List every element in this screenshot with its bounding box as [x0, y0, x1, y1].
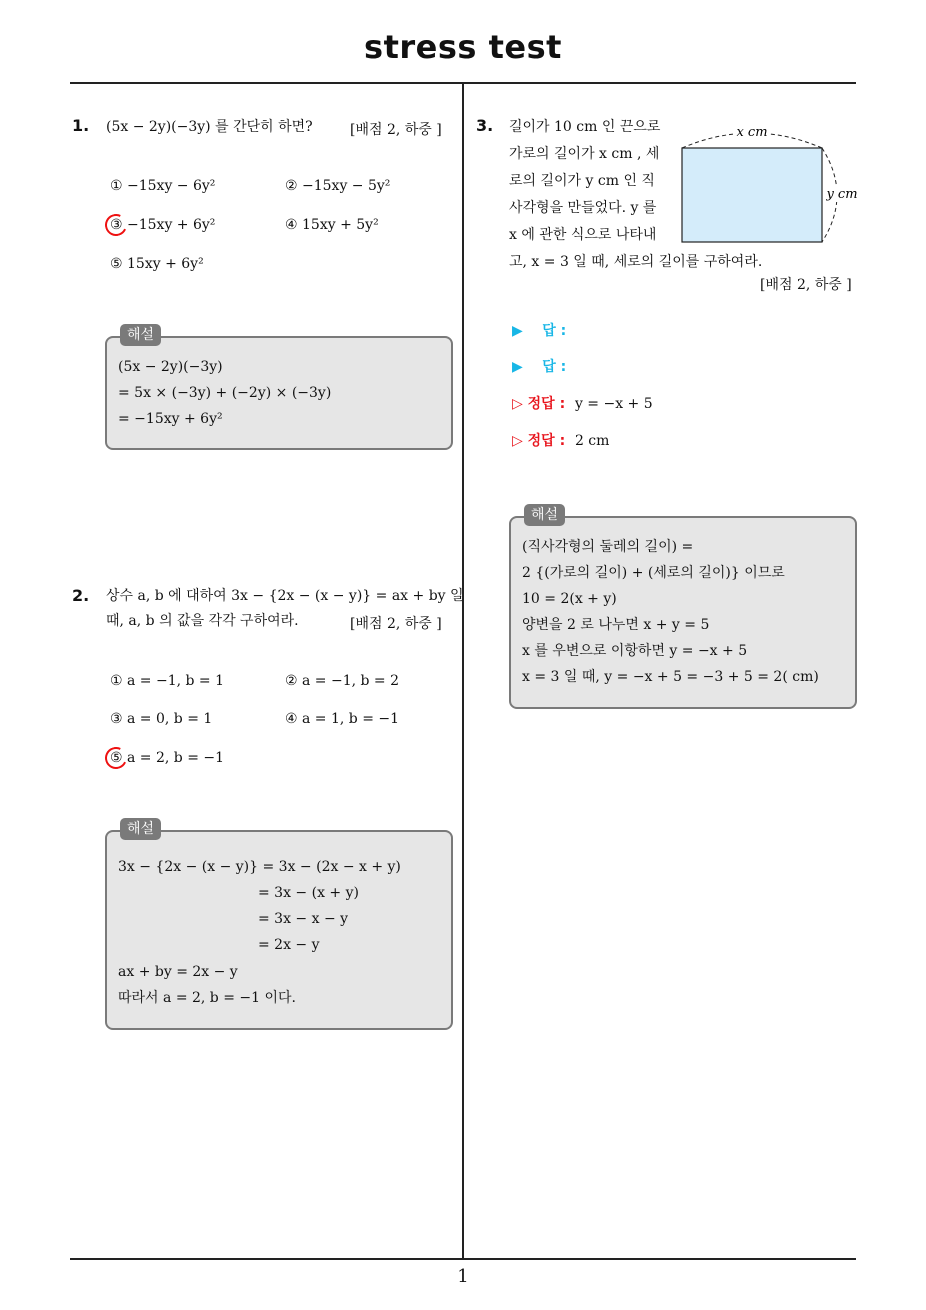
q1-option-5[interactable]: ⑤ 15xy + 6y²	[110, 256, 204, 272]
q1-option-1[interactable]: ① −15xy − 6y²	[110, 178, 216, 194]
q3-rectangle	[682, 148, 822, 242]
q2-solution-line: 따라서 a = 2, b = −1 이다.	[118, 990, 296, 1006]
q2-option-5[interactable]: ⑤ a = 2, b = −1	[110, 750, 225, 766]
q2-solution-line: ax + by = 2x − y	[118, 964, 238, 980]
q3-number: 3.	[476, 116, 494, 135]
q3-correct-answer-1	[512, 393, 653, 413]
q3-text-line: 가로의 길이가 x cm , 세	[509, 146, 660, 162]
play-outline-icon: ▷	[512, 396, 523, 412]
play-icon: ▶	[512, 323, 523, 339]
bottom-rule	[70, 1258, 856, 1260]
q2-option-1[interactable]: ① a = −1, b = 1	[110, 673, 225, 689]
q2-solution-line: 3x − {2x − (x − y)} = 3x − (2x − x + y)	[118, 859, 401, 875]
page-title: stress test	[364, 28, 562, 66]
column-divider	[462, 83, 464, 1259]
q2-option-3[interactable]: ③ a = 0, b = 1	[110, 711, 213, 727]
q3-text-line: 길이가 10 cm 인 끈으로	[509, 119, 661, 135]
q2-solution-line: = 2x − y	[258, 937, 320, 953]
q3-solution-line: 2 {(가로의 길이) + (세로의 길이)} 이므로	[522, 565, 785, 581]
q1-solution-label: 해설	[120, 324, 161, 346]
q2-option-4[interactable]: ④ a = 1, b = −1	[285, 711, 400, 727]
q3-solution-label: 해설	[524, 504, 565, 526]
q3-solution-body	[522, 534, 819, 690]
q3-text-line: x 에 관한 식으로 나타내	[509, 227, 657, 243]
q2-number: 2.	[72, 586, 90, 605]
q1-solution-line: (5x − 2y)(−3y)	[118, 359, 223, 375]
q2-text-line2: 때, a, b 의 값을 각각 구하여라.	[106, 613, 299, 629]
q3-text-line: 로의 길이가 y cm 인 직	[509, 173, 655, 189]
q2-solution-line: = 3x − x − y	[258, 911, 349, 927]
page-number: 1	[457, 1266, 469, 1287]
correct-answer-value: 2 cm	[574, 433, 610, 449]
answer-label: 답 :	[542, 359, 567, 375]
q1-option-2[interactable]: ② −15xy − 5y²	[285, 178, 391, 194]
q3-width-label: x cm	[736, 125, 768, 140]
q1-text: (5x − 2y)(−3y) 를 간단히 하면?	[106, 119, 313, 135]
q1-solution-line: = −15xy + 6y²	[118, 411, 223, 427]
q3-meta: [배점 2, 하중 ]	[760, 277, 852, 293]
q3-answer-1[interactable]	[512, 320, 566, 340]
q1-solution-body	[118, 354, 331, 432]
q1-answer-mark-icon	[102, 211, 130, 239]
q3-height-label: y cm	[826, 187, 858, 202]
q1-number: 1.	[72, 116, 90, 135]
q2-meta: [배점 2, 하중 ]	[350, 616, 442, 632]
q3-solution-line: x 를 우변으로 이항하면 y = −x + 5	[522, 643, 748, 659]
q2-solution-line: = 3x − (x + y)	[258, 885, 359, 901]
answer-label: 답 :	[542, 323, 567, 339]
correct-answer-value: y = −x + 5	[574, 396, 653, 412]
correct-answer-label: 정답 :	[527, 433, 566, 449]
q3-answer-2[interactable]	[512, 356, 566, 376]
q2-solution-label: 해설	[120, 818, 161, 840]
q1-option-3[interactable]: ③ −15xy + 6y²	[110, 217, 216, 233]
q2-text-line1: 상수 a, b 에 대하여 3x − {2x − (x − y)} = ax + by 일	[106, 588, 464, 604]
q3-rectangle-figure	[672, 118, 862, 250]
correct-answer-label: 정답 :	[527, 396, 566, 412]
q3-correct-answer-2	[512, 430, 609, 450]
q1-meta: [배점 2, 하중 ]	[350, 122, 442, 138]
play-icon: ▶	[512, 359, 523, 375]
q3-solution-line: (직사각형의 둘레의 길이) =	[522, 539, 694, 555]
q3-text-line: 사각형을 만들었다. y 를	[509, 200, 657, 216]
q3-solution-line: x = 3 일 때, y = −x + 5 = −3 + 5 = 2( cm)	[522, 669, 819, 685]
play-outline-icon: ▷	[512, 433, 523, 449]
q3-solution-line: 양변을 2 로 나누면 x + y = 5	[522, 617, 710, 633]
q3-text-line: 고, x = 3 일 때, 세로의 길이를 구하여라.	[509, 254, 763, 270]
q1-option-4[interactable]: ④ 15xy + 5y²	[285, 217, 379, 233]
q1-solution-line: = 5x × (−3y) + (−2y) × (−3y)	[118, 385, 332, 401]
q2-option-2[interactable]: ② a = −1, b = 2	[285, 673, 400, 689]
q2-answer-mark-icon	[102, 744, 130, 772]
q3-solution-line: 10 = 2(x + y)	[522, 591, 617, 607]
